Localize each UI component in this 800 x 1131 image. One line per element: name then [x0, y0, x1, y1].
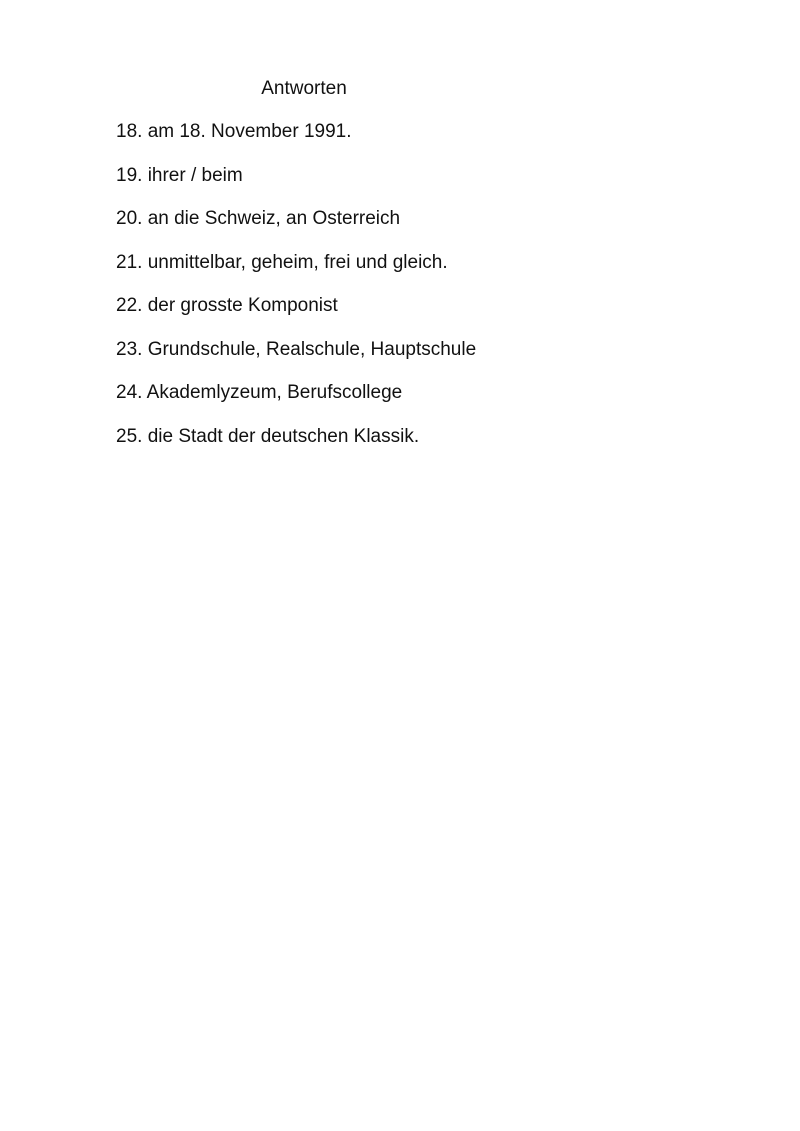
answer-list: [116, 120, 756, 468]
answer-item-18: 18. am 18. November 1991.: [116, 121, 352, 142]
answer-item-21: 21. unmittelbar, geheim, frei und gleich.: [116, 251, 448, 273]
answer-item-20: 20. an die Schweiz, an Osterreich: [116, 208, 401, 229]
answer-item-24: 24. Akademlyzeum, Berufscollege: [116, 382, 403, 403]
answer-item-25: 25. die Stadt der deutschen Klassik.: [116, 425, 420, 447]
answer-item-22: 22. der grosste Komponist: [116, 295, 338, 316]
document-title: Antworten: [261, 78, 347, 99]
answer-item-19: 19. ihrer / beim: [116, 164, 243, 186]
answer-item-23: 23. Grundschule, Realschule, Hauptschule: [116, 338, 477, 360]
